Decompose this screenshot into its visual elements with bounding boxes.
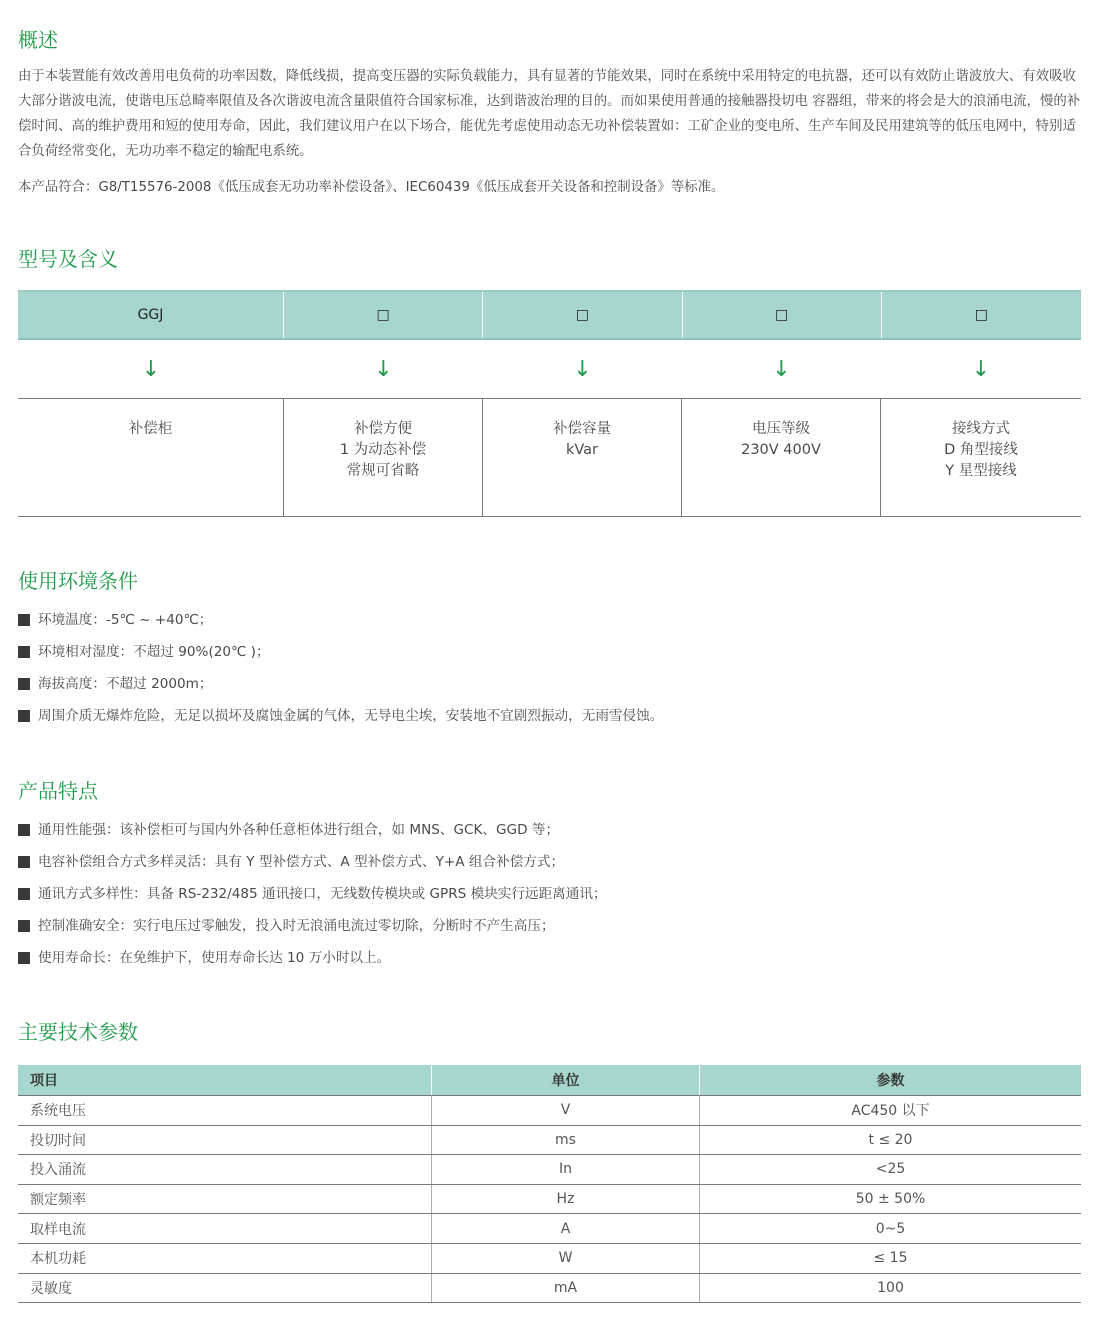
column-header-unit: 单位 bbox=[432, 1065, 700, 1096]
meaning-line: kVar bbox=[565, 442, 599, 458]
model-code-placeholder: □ bbox=[284, 292, 483, 338]
bullet-square-icon bbox=[18, 888, 30, 900]
list-item: 控制准确安全：实行电压过零触发，投入时无浪涌电流过零切除，分断时不产生高压； bbox=[18, 910, 607, 942]
param-value: 0~5 bbox=[700, 1214, 1082, 1244]
meaning-line: 补偿柜 bbox=[128, 421, 173, 437]
params-table bbox=[18, 1065, 1081, 1303]
param-unit: ms bbox=[432, 1125, 700, 1155]
list-item: 周围介质无爆炸危险，无足以损坏及腐蚀金属的气体，无导电尘埃，安装地不宜剧烈振动，无雨雪侵蚀。 bbox=[18, 700, 663, 732]
list-item: 通讯方式多样性：具备 RS-232/485 通讯接口，无线数传模块或 GPRS 模块实行远距离通讯； bbox=[18, 878, 607, 910]
bullet-square-icon bbox=[18, 710, 30, 722]
overview-paragraph: 由于本装置能有效改善用电负荷的功率因数，降低线损，提高变压器的实际负载能力，具有显著的节能效果，同时在系统中采用特定的电抗器，还可以有效防止谐波放大、有效吸收大部分谐波电流，使谐电压总畸率限值及各次谐波电流含量限值符合国家标准，达到谐波治理的目的。而如果使用普通的接触器投切电 容器组，带来的将会是大的浪涌电流，慢的补偿时间、高的维护费用和短的使用寿命，因此，我们建议用户在以下场合，能优先考虑使用动态无功补偿装置如：工矿企业的变电所、生产车间及民用建筑等的低压电网中，特别适合负荷经常变化，无功功率不稳定的输配电系统。 bbox=[18, 69, 1081, 159]
model-heading: 型号及含义 bbox=[18, 247, 118, 271]
bullet-square-icon bbox=[18, 678, 30, 690]
list-item: 环境温度：-5℃ ~ +40℃； bbox=[18, 604, 663, 636]
environment-heading: 使用环境条件 bbox=[18, 569, 138, 593]
param-name: 投入涌流 bbox=[18, 1155, 432, 1185]
param-unit: W bbox=[432, 1243, 700, 1273]
model-meaning-cell bbox=[284, 399, 483, 516]
bullet-square-icon bbox=[18, 824, 30, 836]
param-name: 系统电压 bbox=[18, 1096, 432, 1126]
param-unit: A bbox=[432, 1214, 700, 1244]
model-meaning-cell bbox=[18, 399, 284, 516]
model-code-placeholder: □ bbox=[974, 307, 988, 323]
list-item: 电容补偿组合方式多样灵活：具有 Y 型补偿方式、A 型补偿方式、Y+A 组合补偿方式； bbox=[18, 846, 607, 878]
list-item: 海拔高度：不超过 2000m； bbox=[18, 668, 663, 700]
param-name: 取样电流 bbox=[18, 1214, 432, 1244]
meaning-line: 230V 400V bbox=[741, 442, 821, 458]
meaning-line: 常规可省略 bbox=[346, 463, 420, 479]
bullet-square-icon bbox=[18, 952, 30, 964]
environment-list bbox=[18, 604, 663, 732]
meaning-line: 补偿容量 bbox=[553, 421, 611, 437]
model-table-header bbox=[18, 290, 1081, 340]
model-table bbox=[18, 290, 1081, 517]
arrow-down-icon: ↓ bbox=[141, 356, 161, 382]
param-unit: In bbox=[432, 1155, 700, 1185]
param-name: 额定频率 bbox=[18, 1184, 432, 1214]
column-header-item: 项目 bbox=[18, 1065, 432, 1096]
meaning-line: 电压等级 bbox=[752, 421, 810, 437]
bullet-square-icon bbox=[18, 856, 30, 868]
model-meaning-row bbox=[18, 398, 1081, 517]
model-arrow-row bbox=[18, 340, 1081, 398]
bullet-square-icon bbox=[18, 920, 30, 932]
table-row bbox=[18, 1214, 1081, 1244]
table-row bbox=[18, 1125, 1081, 1155]
table-row bbox=[18, 1155, 1081, 1185]
param-name: 灵敏度 bbox=[18, 1273, 432, 1303]
model-meaning-cell bbox=[483, 399, 682, 516]
param-unit: Hz bbox=[432, 1184, 700, 1214]
model-meaning-cell bbox=[682, 399, 881, 516]
table-row bbox=[18, 1184, 1081, 1214]
list-item: 环境相对湿度：不超过 90%(20℃ )； bbox=[18, 636, 663, 668]
meaning-line: 接线方式 bbox=[952, 421, 1010, 437]
param-value: 100 bbox=[700, 1273, 1082, 1303]
param-name: 投切时间 bbox=[18, 1125, 432, 1155]
meaning-line: 补偿方便 bbox=[354, 421, 412, 437]
features-list bbox=[18, 814, 607, 974]
param-value: AC450 以下 bbox=[700, 1096, 1082, 1126]
meaning-line: D 角型接线 bbox=[944, 442, 1018, 458]
model-code-placeholder: □ bbox=[683, 292, 882, 338]
list-item: 使用寿命长：在免维护下，使用寿命长达 10 万小时以上。 bbox=[18, 942, 607, 974]
list-item: 通用性能强：该补偿柜可与国内外各种任意柜体进行组合，如 MNS、GCK、GGD 等； bbox=[18, 814, 607, 846]
table-row bbox=[18, 1096, 1081, 1126]
param-unit: V bbox=[432, 1096, 700, 1126]
arrow-down-icon: ↓ bbox=[573, 356, 592, 382]
table-row bbox=[18, 1273, 1081, 1303]
model-meaning-cell bbox=[881, 399, 1081, 516]
arrow-down-icon: ↓ bbox=[374, 356, 393, 382]
param-value: 50 ± 50% bbox=[700, 1184, 1082, 1214]
arrow-down-icon: ↓ bbox=[971, 356, 991, 382]
model-code-placeholder: □ bbox=[483, 292, 682, 338]
features-heading: 产品特点 bbox=[18, 779, 98, 803]
param-unit: mA bbox=[432, 1273, 700, 1303]
column-header-value: 参数 bbox=[700, 1065, 1082, 1096]
bullet-square-icon bbox=[18, 646, 30, 658]
param-value: ≤ 15 bbox=[700, 1243, 1082, 1273]
table-row bbox=[18, 1243, 1081, 1273]
bullet-square-icon bbox=[18, 614, 30, 626]
meaning-line: Y 星型接线 bbox=[945, 463, 1017, 479]
arrow-down-icon: ↓ bbox=[772, 356, 791, 382]
param-name: 本机功耗 bbox=[18, 1243, 432, 1273]
model-code-cell: GGJ bbox=[18, 292, 284, 338]
standard-note: 本产品符合：G8/T15576-2008《低压成套无功功率补偿设备》、IEC60439《低压成套开关设备和控制设备》等标准。 bbox=[18, 180, 725, 195]
overview-heading: 概述 bbox=[18, 28, 58, 52]
meaning-line: 1 为动态补偿 bbox=[339, 442, 427, 458]
params-heading: 主要技术参数 bbox=[18, 1020, 138, 1044]
table-header-row bbox=[18, 1065, 1081, 1096]
param-value: t ≤ 20 bbox=[700, 1125, 1082, 1155]
param-value: <25 bbox=[700, 1155, 1082, 1185]
